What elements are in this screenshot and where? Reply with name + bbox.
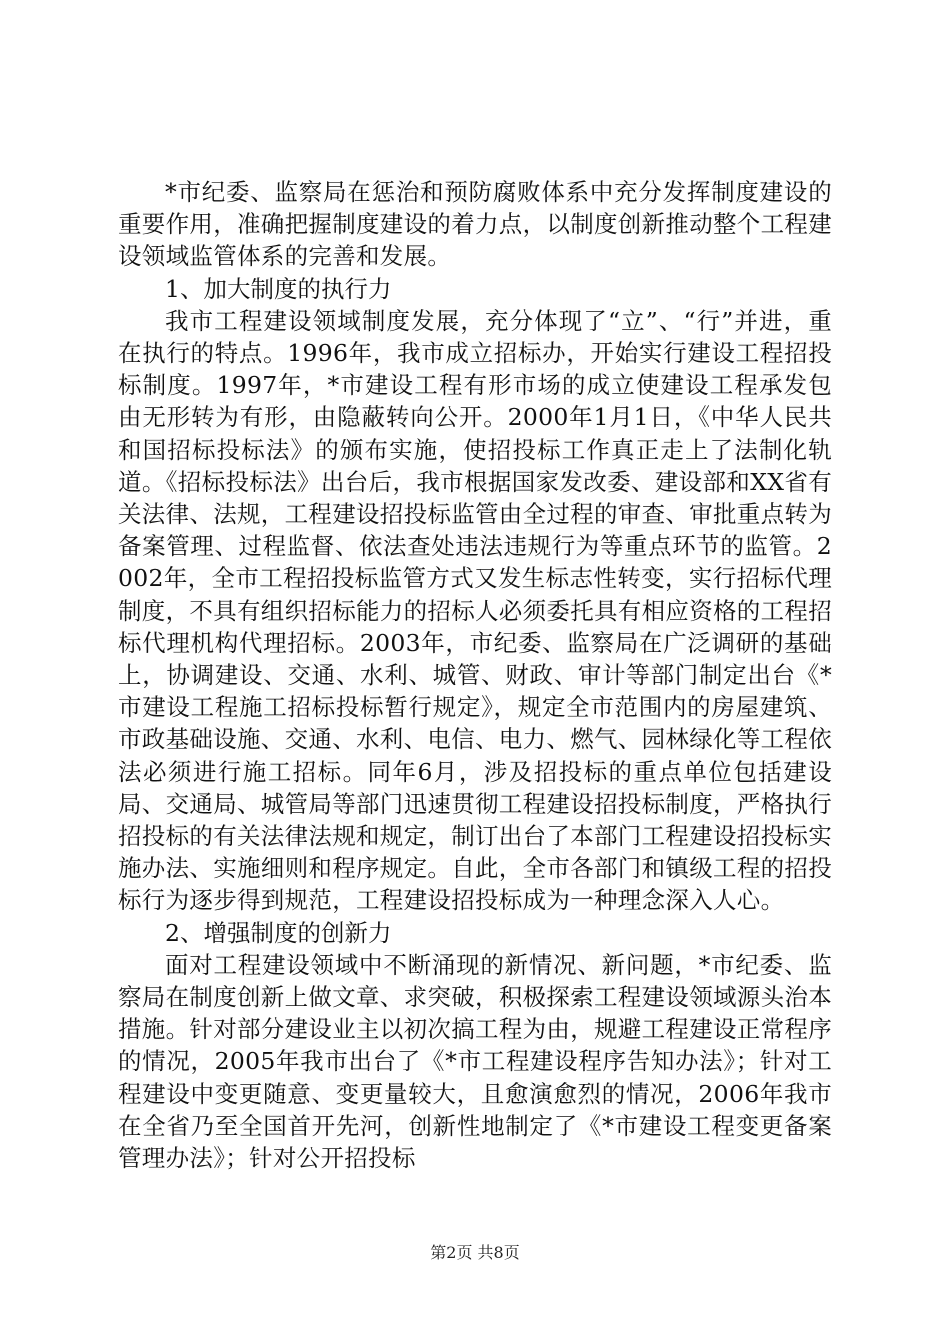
section-heading-1: 1、加大制度的执行力: [165, 274, 392, 303]
paragraph-intro: *市纪委、监察局在惩治和预防腐败体系中充分发挥制度建设的重要作用，准确把握制度建设的着力点，以制度创新推动整个工程建设领域监管体系的完善和发展。: [118, 178, 832, 271]
paragraph-section-1: 我市工程建设领域制度发展，充分体现了“立”、“行”并进，重在执行的特点。1996年，我市成立招标办，开始实行建设工程招投标制度。1997年，*市建设工程有形市场的成立使建设工程承发包由无形转为有形，由隐蔽转向公开。2000年1月1日，《中华人民共和国招标投标法》的颁布实施，使招投标工作真正走上了法制化轨道。《招标投标法》出台后，我市根据国家发改委、建设部和XX省有关法律、法规，工程建设招投标监管由全过程的审查、审批重点转为备案管理、过程监督、依法查处违法违规行为等重点环节的监管。2002年，全市工程招投标监管方式又发生标志性转变，实行招标代理制度，不具有组织招标能力的招标人必须委托具有相应资格的工程招标代理机构代理招标。2003年，市纪委、监察局在广泛调研的基础上，协调建设、交通、水利、城管、财政、审计等部门制定出台《*市建设工程施工招标投标暂行规定》，规定全市范围内的房屋建筑、市政基础设施、交通、水利、电信、电力、燃气、园林绿化等工程依法必须进行施工招标。同年6月，涉及招投标的重点单位包括建设局、交通局、城管局等部门迅速贯彻工程建设招投标制度，严格执行招投标的有关法律法规和规定，制订出台了本部门工程建设招投标实施办法、实施细则和程序规定。自此，全市各部门和镇级工程的招投标行为逐步得到规范，工程建设招投标成为一种理念深入人心。: [118, 306, 832, 915]
section-heading-2: 2、增强制度的创新力: [165, 918, 392, 947]
paragraph-section-2: 面对工程建设领域中不断涌现的新情况、新问题，*市纪委、监察局在制度创新上做文章、求突破，积极探索工程建设领域源头治本措施。针对部分建设业主以初次搞工程为由，规避工程建设正常程序的情况，2005年我市出台了《*市工程建设程序告知办法》；针对工程建设中变更随意、变更量较大，且愈演愈烈的情况，2006年我市在全省乃至全国首开先河，创新性地制定了《*市建设工程变更备案管理办法》；针对公开招投标: [118, 950, 832, 1173]
page-footer: 第2页 共8页: [430, 1243, 520, 1262]
document-body: [118, 176, 832, 1174]
